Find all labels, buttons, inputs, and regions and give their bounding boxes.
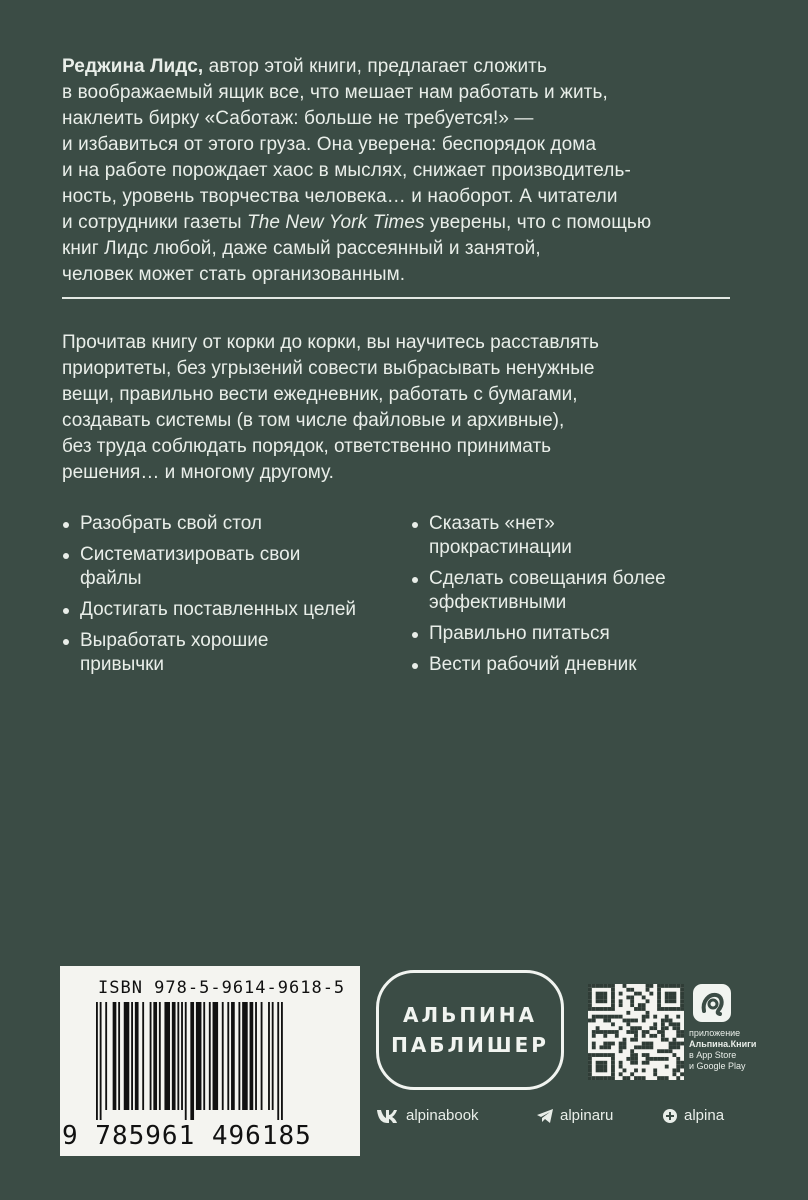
intro-paragraph: Реджина Лидс, автор этой книги, предлагает сложить в воображаемый ящик все, что мешает нам работать и жить, наклеить бирку «Саботаж: больше не требуется!» — и избавиться от этого груза. Она уверена: беспорядок дома и на работе порождает хаос в мыслях, снижает производитель- ность, уровень творчества человека… и наоборот. А читатели и сотрудники газеты The New York Times уверены, что с помощью книг Лидс любой, даже самый рассеянный и занятой, человек может стать организованным.: [62, 56, 652, 285]
barcode-bar: [250, 1002, 254, 1110]
bullet-item: Сделать совещания более эффективными: [411, 567, 719, 615]
ean-number: 9 785961 496185: [62, 1121, 312, 1151]
barcode-bar: [96, 1002, 98, 1120]
barcode-bar: [222, 1002, 224, 1110]
barcode-bar: [124, 1002, 130, 1110]
barcode-bar: [177, 1002, 179, 1110]
barcode-bar: [213, 1002, 219, 1110]
barcode-bar: [159, 1002, 161, 1110]
section-divider: [62, 297, 730, 299]
barcode-bar: [172, 1002, 176, 1110]
barcode-bar: [142, 1002, 144, 1110]
telegram-link[interactable]: alpinaru: [536, 1107, 613, 1124]
bullet-item: Сказать «нет» прокрастинации: [411, 512, 619, 560]
barcode-bar: [272, 1002, 274, 1110]
barcode-bar: [242, 1002, 248, 1110]
barcode-bar: [255, 1002, 257, 1110]
alpina-icon: [662, 1108, 678, 1124]
barcode-bar: [209, 1002, 211, 1110]
barcode-bar: [196, 1002, 202, 1110]
isbn-text: ISBN 978-5-9614-9618-5: [98, 978, 346, 998]
benefits-paragraph: Прочитав книгу от корки до корки, вы научитесь расставлять приоритеты, без угрызений совести выбрасывать ненужные вещи, правильно вести ежедневник, работать с бумагами, создавать системы (в том числе файловые и архивные), без труда соблюдать порядок, ответственно принимать решения… и многому другому.: [62, 332, 599, 483]
barcode-bar: [281, 1002, 283, 1120]
barcode-bar: [105, 1002, 107, 1110]
bullet-list-right: [411, 512, 731, 684]
barcode-bar: [277, 1002, 279, 1120]
bullet-item: Разобрать свой стол: [62, 512, 362, 536]
barcode-bar: [150, 1002, 152, 1110]
barcode-bar: [190, 1002, 194, 1120]
barcode-bar: [231, 1002, 235, 1110]
barcode-bar: [185, 1002, 187, 1120]
barcode-bar: [181, 1002, 183, 1110]
vk-link[interactable]: alpinabook: [376, 1107, 479, 1124]
alpina-link[interactable]: alpina: [662, 1107, 724, 1124]
barcode-bar: [153, 1002, 157, 1110]
bullet-item: Систематизировать свои файлы: [62, 543, 310, 591]
social-links: [376, 1107, 756, 1129]
bullet-item: Достигать поставленных целей: [62, 598, 360, 622]
app-icon[interactable]: [693, 984, 731, 1022]
barcode-bar: [131, 1002, 133, 1110]
barcode-bar: [203, 1002, 205, 1110]
app-promo-text: приложение Альпина.Книги в App Store и Google Play: [689, 1028, 757, 1071]
barcode-bars: [96, 1002, 336, 1120]
vk-icon: [376, 1109, 400, 1123]
bullet-list-left: [62, 512, 362, 684]
barcode-bar: [100, 1002, 102, 1120]
qr-code[interactable]: [588, 984, 684, 1080]
barcode-bar: [261, 1002, 263, 1110]
barcode-bar: [135, 1002, 139, 1110]
barcode-bar: [118, 1002, 120, 1110]
barcode-bar: [268, 1002, 270, 1110]
barcode-bar: [227, 1002, 229, 1110]
barcode-bar: [164, 1002, 170, 1110]
telegram-icon: [536, 1108, 554, 1124]
author-name: Реджина Лидс,: [62, 56, 204, 77]
newspaper-title: The New York Times: [247, 212, 425, 233]
barcode-bar: [238, 1002, 240, 1110]
bullet-item: Правильно питаться: [411, 622, 731, 646]
bullet-item: Вести рабочий дневник: [411, 653, 731, 677]
isbn-barcode: [60, 966, 360, 1156]
publisher-logo: АЛЬПИНА ПАБЛИШЕР: [376, 970, 564, 1090]
barcode-bar: [113, 1002, 117, 1110]
bullet-item: Выработать хорошие привычки: [62, 629, 330, 677]
